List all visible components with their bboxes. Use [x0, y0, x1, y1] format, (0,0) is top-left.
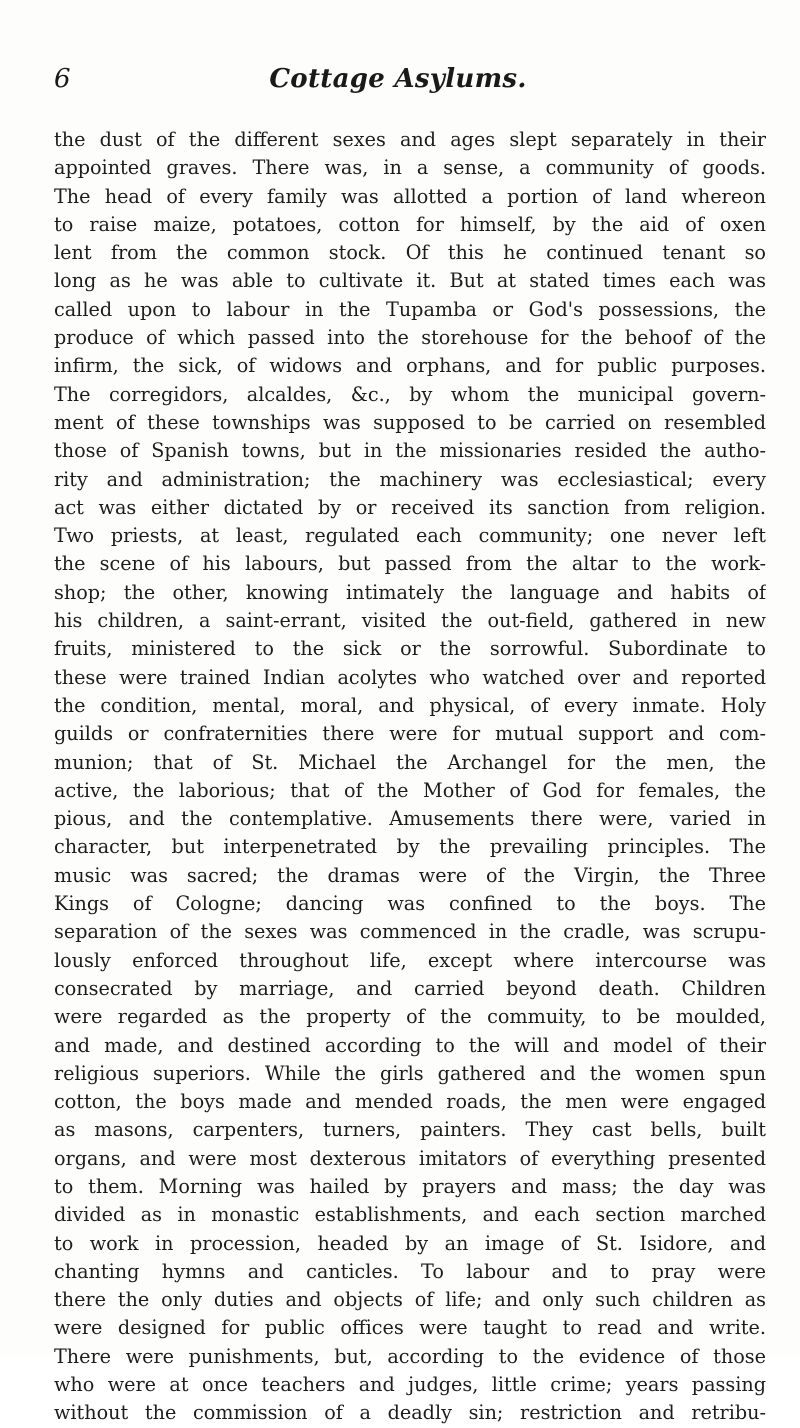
text-line: organs, and were most dexterous imitators of everything presented	[54, 1146, 766, 1170]
text-line: without the commission of a deadly sin; restriction and retribu-	[54, 1401, 766, 1425]
text-line: these were trained Indian acolytes who watched over and reported	[54, 665, 766, 689]
text-line: the scene of his labours, but passed from the altar to the work-	[54, 552, 766, 576]
text-line: Kings of Cologne; dancing was confined to the boys. The	[54, 892, 766, 916]
text-line: produce of which passed into the storehouse for the behoof of the	[54, 326, 766, 350]
text-line: cotton, the boys made and mended roads, the men were engaged	[54, 1090, 766, 1114]
text-line: those of Spanish towns, but in the missionaries resided the autho-	[54, 439, 766, 463]
text-line: divided as in monastic establishments, and each section marched	[54, 1203, 766, 1227]
text-line: lent from the common stock. Of this he continued tenant so	[54, 241, 766, 265]
text-line: as masons, carpenters, turners, painters. They cast bells, built	[54, 1118, 766, 1142]
text-line: the condition, mental, moral, and physical, of every inmate. Holy	[54, 693, 766, 717]
body-text	[54, 126, 766, 1428]
text-line: were designed for public offices were taught to read and write.	[54, 1316, 766, 1340]
text-line: The head of every family was allotted a portion of land whereon	[54, 184, 766, 208]
text-line: his children, a saint-errant, visited the out-field, gathered in new	[54, 609, 766, 633]
text-line: appointed graves. There was, in a sense, a community of goods.	[54, 156, 766, 180]
text-line: fruits, ministered to the sick or the sorrowful. Subordinate to	[54, 637, 766, 661]
running-head	[54, 64, 742, 104]
text-line: there the only duties and objects of life; and only such children as	[54, 1288, 766, 1312]
running-title: Cottage Asylums.	[269, 64, 527, 94]
text-line: act was either dictated by or received its sanction from religion.	[54, 495, 766, 519]
text-line: called upon to labour in the Tupamba or God's possessions, the	[54, 297, 766, 321]
text-line: There were punishments, but, according to the evidence of those	[54, 1344, 766, 1368]
text-line: pious, and the contemplative. Amusements there were, varied in	[54, 807, 766, 831]
page-number: 6	[54, 64, 71, 94]
text-line: to raise maize, potatoes, cotton for himself, by the aid of oxen	[54, 212, 766, 236]
text-line: to them. Morning was hailed by prayers and mass; the day was	[54, 1174, 766, 1198]
text-line: Two priests, at least, regulated each community; one never left	[54, 524, 766, 548]
text-line: consecrated by marriage, and carried beyond death. Children	[54, 976, 766, 1000]
text-line: The corregidors, alcaldes, &c., by whom the municipal govern-	[54, 382, 766, 406]
text-line: active, the laborious; that of the Mother of God for females, the	[54, 778, 766, 802]
text-line: ment of these townships was supposed to be carried on resembled	[54, 410, 766, 434]
text-line: munion; that of St. Michael the Archangel for the men, the	[54, 750, 766, 774]
text-line: guilds or confraternities there were for mutual support and com-	[54, 722, 766, 746]
text-line: long as he was able to cultivate it. But at stated times each was	[54, 269, 766, 293]
text-line: separation of the sexes was commenced in the cradle, was scrupu-	[54, 920, 766, 944]
text-line: the dust of the different sexes and ages slept separately in their	[54, 128, 766, 151]
text-line: rity and administration; the machinery was ecclesiastical; every	[54, 467, 766, 491]
text-line: infirm, the sick, of widows and orphans, and for public purposes.	[54, 354, 766, 378]
text-line: were regarded as the property of the commuity, to be moulded,	[54, 1005, 766, 1029]
text-line: to work in procession, headed by an image of St. Isidore, and	[54, 1231, 766, 1255]
text-line: who were at once teachers and judges, little crime; years passing	[54, 1373, 766, 1397]
text-line: shop; the other, knowing intimately the language and habits of	[54, 580, 766, 604]
text-line: lously enforced throughout life, except where intercourse was	[54, 948, 766, 972]
text-line: chanting hymns and canticles. To labour and to pray were	[54, 1259, 766, 1283]
text-line: and made, and destined according to the will and model of their	[54, 1033, 766, 1057]
text-line: religious superiors. While the girls gathered and the women spun	[54, 1061, 766, 1085]
text-line: character, but interpenetrated by the prevailing principles. The	[54, 835, 766, 859]
text-line: music was sacred; the dramas were of the Virgin, the Three	[54, 863, 766, 887]
